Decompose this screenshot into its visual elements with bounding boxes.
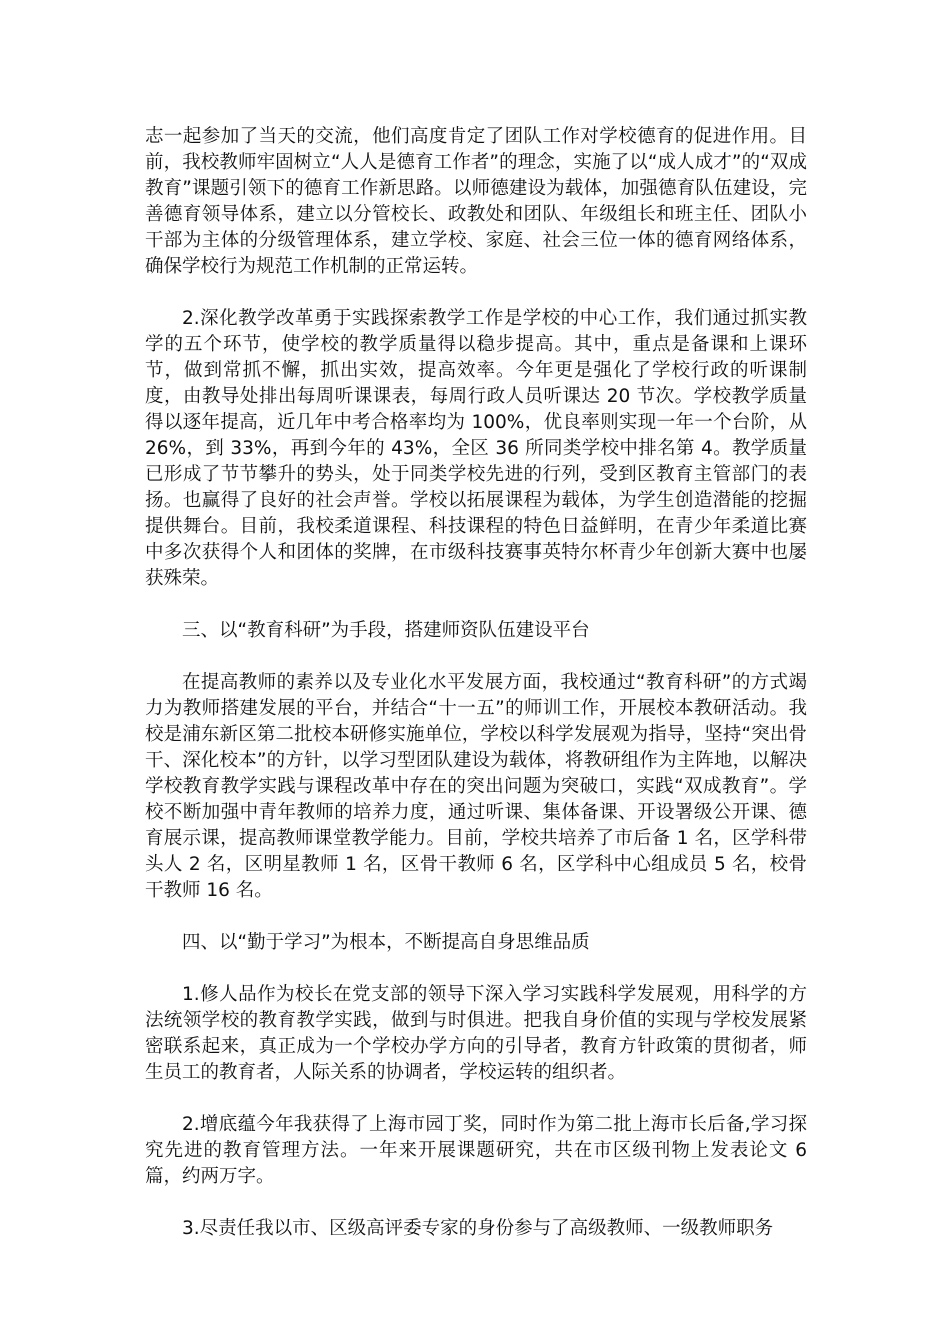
paragraph-teacher-development: 在提高教师的素养以及专业化水平发展方面，我校通过“教育科研”的方式竭力为教师搭建发展的平台，并结合“十一五”的师训工作，开展校本教研活动。我校是浦东新区第二批校本研修实施单位，学校以科学发展观为指导，坚持“突出骨干、深化校本”的方针，以学习型团队建设为载体，将教研组作为主阵地，以解决学校教育教学实践与课程改革中存在的突出问题为突破口，实践“双成教育”。学校不断加强中青年教师的培养力度，通过听课、集体备课、开设署级公开课、德育展示课，提高教师课堂教学能力。目前，学校共培养了市后备 1 名，区学科带头人 2 名，区明星教师 1 名，区骨干教师 6 名，区学科中心组成员 5 名，校骨干教师 16 名。 bbox=[145, 672, 807, 901]
paragraph-character: 1.修人品作为校长在党支部的领导下深入学习实践科学发展观，用科学的方法统领学校的教育教学实践，做到与时俱进。把我自身价值的实现与学校发展紧密联系起来，真正成为一个学校办学方向的引导者，教育方针政策的贯彻者，师生员工的教育者，人际关系的协调者，学校运转的组织者。 bbox=[145, 984, 807, 1083]
document-page bbox=[145, 124, 807, 1268]
section-heading-learning: 四、以“勤于学习”为根本，不断提高自身思维品质 bbox=[182, 932, 590, 953]
paragraph-responsibility: 3.尽责任我以市、区级高评委专家的身份参与了高级教师、一级教师职务 bbox=[182, 1218, 774, 1239]
paragraph-moral-education: 志一起参加了当天的交流，他们高度肯定了团队工作对学校德育的促进作用。目前，我校教师牢固树立“人人是德育工作者”的理念，实施了以“成人成才”的“双成教育”课题引领下的德育工作新思路。以师德建设为载体，加强德育队伍建设，完善德育领导体系，建立以分管校长、政教处和团队、年级组长和班主任、团队小干部为主体的分级管理体系，建立学校、家庭、社会三位一体的德育网络体系，确保学校行为规范工作机制的正常运转。 bbox=[145, 126, 807, 277]
paragraph-teaching-reform: 2.深化教学改革勇于实践探索教学工作是学校的中心工作，我们通过抓实教学的五个环节，使学校的教学质量得以稳步提高。其中，重点是备课和上课环节，做到常抓不懈，抓出实效，提高效率。今年更是强化了学校行政的听课制度，由教导处排出每周听课课表，每周行政人员听课达 20 节次。学校教学质量得以逐年提高，近几年中考合格率均为 100%，优良率则实现一年一个台阶，从 26%，到 33%，再到今年的 43%，全区 36 所同类学校中排名第 4。教学质量已形成了节节攀升的势头，处于同类学校先进的行列，受到区教育主管部门的表扬。也赢得了良好的社会声誉。学校以拓展课程为载体，为学生创造潜能的挖掘提供舞台。目前，我校柔道课程、科技课程的特色日益鲜明，在青少年柔道比赛中多次获得个人和团体的奖牌，在市级科技赛事英特尔杯青少年创新大赛中也屡获殊荣。 bbox=[145, 308, 807, 589]
paragraph-knowledge: 2.增底蕴今年我获得了上海市园丁奖，同时作为第二批上海市长后备,学习探究先进的教育管理方法。一年来开展课题研究，共在市区级刊物上发表论文 6 篇，约两万字。 bbox=[145, 1114, 807, 1187]
section-heading-research: 三、以“教育科研”为手段，搭建师资队伍建设平台 bbox=[182, 620, 590, 641]
